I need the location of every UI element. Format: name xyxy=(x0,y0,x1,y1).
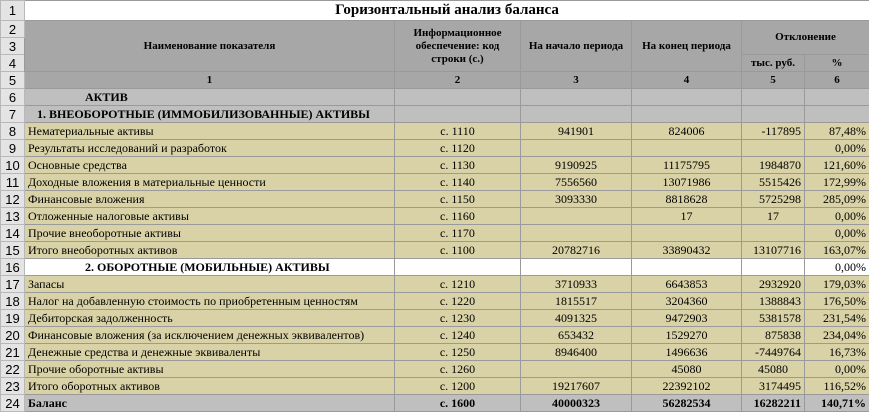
row-header-20[interactable]: 20 xyxy=(1,327,25,344)
col-number-1[interactable]: 1 xyxy=(25,72,395,89)
table-row xyxy=(1,378,869,395)
cell-dev[interactable]: 1388843 xyxy=(742,293,805,310)
cell-pct[interactable]: 179,03% xyxy=(805,276,869,293)
cell-start[interactable]: 3710933 xyxy=(521,276,632,293)
cell-dev[interactable]: -7449764 xyxy=(742,344,805,361)
cell-dev[interactable]: 13107716 xyxy=(742,242,805,259)
cell-code[interactable]: с. 1120 xyxy=(395,140,521,157)
cell-end[interactable]: 17 xyxy=(632,208,742,225)
cell-start[interactable]: 19217607 xyxy=(521,378,632,395)
cell-end[interactable]: 13071986 xyxy=(632,174,742,191)
cell-end[interactable]: 8818628 xyxy=(632,191,742,208)
cell-code[interactable]: с. 1200 xyxy=(395,378,521,395)
cell[interactable] xyxy=(742,89,805,106)
cell-end[interactable] xyxy=(632,225,742,242)
cell-name[interactable]: Отложенные налоговые активы xyxy=(25,208,395,225)
cell-code[interactable]: с. 1160 xyxy=(395,208,521,225)
cell-start[interactable]: 9190925 xyxy=(521,157,632,174)
cell-pct[interactable]: 163,07% xyxy=(805,242,869,259)
cell-end[interactable]: 824006 xyxy=(632,123,742,140)
row-header-5[interactable]: 5 xyxy=(1,72,25,89)
cell-name[interactable]: Финансовые вложения (за исключением денежных эквивалентов) xyxy=(25,327,395,344)
cell-code[interactable]: с. 1110 xyxy=(395,123,521,140)
cell[interactable] xyxy=(632,259,742,276)
cell-name[interactable]: Прочие внеоборотные активы xyxy=(25,225,395,242)
cell-dev[interactable]: 2932920 xyxy=(742,276,805,293)
header-start[interactable]: На начало периода xyxy=(521,21,632,72)
cell-pct[interactable]: 87,48% xyxy=(805,123,869,140)
cell-pct[interactable]: 0,00% xyxy=(805,225,869,242)
row-header-24[interactable]: 24 xyxy=(1,395,25,412)
cell[interactable] xyxy=(805,89,869,106)
header-end[interactable]: На конец периода xyxy=(632,21,742,72)
row-header-19[interactable]: 19 xyxy=(1,310,25,327)
cell-start[interactable]: 7556560 xyxy=(521,174,632,191)
row-header-7[interactable]: 7 xyxy=(1,106,25,123)
cell-dev[interactable]: 1984870 xyxy=(742,157,805,174)
sheet-title[interactable]: Горизонтальный анализ баланса xyxy=(25,1,869,21)
table-row xyxy=(1,327,869,344)
cell-end[interactable]: 1529270 xyxy=(632,327,742,344)
cell-end[interactable]: 6643853 xyxy=(632,276,742,293)
header-deviation[interactable]: Отклонение xyxy=(742,21,869,55)
cell-start[interactable]: 40000323 xyxy=(521,395,632,412)
row-header-8[interactable]: 8 xyxy=(1,123,25,140)
cell-pct[interactable]: 0,00% xyxy=(805,259,869,276)
cell-pct[interactable]: 176,50% xyxy=(805,293,869,310)
row-header-4[interactable]: 4 xyxy=(1,55,25,72)
cell-pct[interactable]: 231,54% xyxy=(805,310,869,327)
cell-dev[interactable]: 5381578 xyxy=(742,310,805,327)
table-row xyxy=(1,157,869,174)
cell-pct[interactable]: 121,60% xyxy=(805,157,869,174)
cell[interactable] xyxy=(742,259,805,276)
header-name[interactable]: Наименование показателя xyxy=(25,21,395,72)
table-row xyxy=(1,208,869,225)
cell[interactable] xyxy=(521,106,632,123)
cell-name[interactable]: Баланс xyxy=(25,395,395,412)
cell-name[interactable]: Запасы xyxy=(25,276,395,293)
row-header-13[interactable]: 13 xyxy=(1,208,25,225)
cell-dev[interactable]: -117895 xyxy=(742,123,805,140)
table-row xyxy=(1,293,869,310)
table-row xyxy=(1,174,869,191)
cell-dev[interactable]: 17 xyxy=(742,208,805,225)
row-header-21[interactable]: 21 xyxy=(1,344,25,361)
col-number-4[interactable]: 4 xyxy=(632,72,742,89)
row-header-22[interactable]: 22 xyxy=(1,361,25,378)
col-number-2[interactable]: 2 xyxy=(395,72,521,89)
cell-start[interactable]: 4091325 xyxy=(521,310,632,327)
cell-end[interactable]: 45080 xyxy=(632,361,742,378)
header-code[interactable]: Информационное обеспечение: код строки (с.) xyxy=(395,21,521,72)
cell-start[interactable] xyxy=(521,225,632,242)
cell-dev[interactable]: 5725298 xyxy=(742,191,805,208)
cell-code[interactable]: с. 1130 xyxy=(395,157,521,174)
cell-name[interactable]: Результаты исследований и разработок xyxy=(25,140,395,157)
row-header-14[interactable]: 14 xyxy=(1,225,25,242)
table-row xyxy=(1,225,869,242)
cell-pct[interactable]: 0,00% xyxy=(805,361,869,378)
row-header-17[interactable]: 17 xyxy=(1,276,25,293)
row-header-6[interactable]: 6 xyxy=(1,89,25,106)
table-row-balance xyxy=(1,395,869,412)
table-row xyxy=(1,123,869,140)
cell-dev[interactable]: 16282211 xyxy=(742,395,805,412)
table-row xyxy=(1,310,869,327)
cell-end[interactable] xyxy=(632,140,742,157)
cell-start[interactable]: 3093330 xyxy=(521,191,632,208)
row-header-1[interactable]: 1 xyxy=(1,1,25,21)
table-row xyxy=(1,191,869,208)
cell-code[interactable]: с. 1100 xyxy=(395,242,521,259)
cell-pct[interactable]: 234,04% xyxy=(805,327,869,344)
cell-name[interactable]: Основные средства xyxy=(25,157,395,174)
cell[interactable] xyxy=(632,106,742,123)
table-row xyxy=(1,361,869,378)
cell-end[interactable]: 22392102 xyxy=(632,378,742,395)
row-header-10[interactable]: 10 xyxy=(1,157,25,174)
cell-name[interactable]: Налог на добавленную стоимость по приобретенным ценностям xyxy=(25,293,395,310)
cell-end[interactable]: 9472903 xyxy=(632,310,742,327)
cell[interactable] xyxy=(742,106,805,123)
row-header-23[interactable]: 23 xyxy=(1,378,25,395)
cell[interactable] xyxy=(521,259,632,276)
cell-end[interactable]: 3204360 xyxy=(632,293,742,310)
cell-code[interactable]: с. 1150 xyxy=(395,191,521,208)
row-header-2[interactable]: 2 xyxy=(1,21,25,38)
cell-name[interactable]: Итого внеоборотных активов xyxy=(25,242,395,259)
cell-end[interactable]: 11175795 xyxy=(632,157,742,174)
col-number-5[interactable]: 5 xyxy=(742,72,805,89)
cell-dev[interactable] xyxy=(742,140,805,157)
cell-end[interactable]: 33890432 xyxy=(632,242,742,259)
cell-dev[interactable] xyxy=(742,225,805,242)
cell-pct[interactable]: 0,00% xyxy=(805,140,869,157)
cell-start[interactable] xyxy=(521,208,632,225)
row-header-12[interactable]: 12 xyxy=(1,191,25,208)
cell-name[interactable]: Финансовые вложения xyxy=(25,191,395,208)
cell-start[interactable] xyxy=(521,140,632,157)
col-number-6[interactable]: 6 xyxy=(805,72,869,89)
cell-start[interactable]: 653432 xyxy=(521,327,632,344)
section-2-label[interactable]: 2. ОБОРОТНЫЕ (МОБИЛЬНЫЕ) АКТИВЫ xyxy=(25,259,395,276)
col-number-3[interactable]: 3 xyxy=(521,72,632,89)
cell-dev[interactable]: 875838 xyxy=(742,327,805,344)
table-row xyxy=(1,242,869,259)
cell-start[interactable]: 941901 xyxy=(521,123,632,140)
cell-name[interactable]: Денежные средства и денежные эквиваленты xyxy=(25,344,395,361)
cell-end[interactable]: 56282534 xyxy=(632,395,742,412)
row-header-11[interactable]: 11 xyxy=(1,174,25,191)
cell-code[interactable]: с. 1250 xyxy=(395,344,521,361)
cell-code[interactable]: с. 1140 xyxy=(395,174,521,191)
cell[interactable] xyxy=(805,106,869,123)
table-row xyxy=(1,140,869,157)
cell-pct[interactable]: 285,09% xyxy=(805,191,869,208)
cell-start[interactable]: 8946400 xyxy=(521,344,632,361)
cell-name[interactable]: Прочие оборотные активы xyxy=(25,361,395,378)
cell-start[interactable]: 20782716 xyxy=(521,242,632,259)
table-row xyxy=(1,276,869,293)
section-asset-label[interactable]: АКТИВ xyxy=(25,89,395,106)
row-header-9[interactable]: 9 xyxy=(1,140,25,157)
cell-pct[interactable]: 140,71% xyxy=(805,395,869,412)
cell-start[interactable] xyxy=(521,361,632,378)
section-1-label[interactable]: 1. ВНЕОБОРОТНЫЕ (ИММОБИЛИЗОВАННЫЕ) АКТИВЫ xyxy=(25,106,395,123)
row-header-3[interactable]: 3 xyxy=(1,38,25,55)
cell-code[interactable]: с. 1600 xyxy=(395,395,521,412)
cell-dev[interactable]: 5515426 xyxy=(742,174,805,191)
cell-code[interactable]: с. 1230 xyxy=(395,310,521,327)
cell-dev[interactable]: 45080 xyxy=(742,361,805,378)
cell-code[interactable]: с. 1260 xyxy=(395,361,521,378)
cell-code[interactable]: с. 1210 xyxy=(395,276,521,293)
cell-dev[interactable]: 3174495 xyxy=(742,378,805,395)
cell-pct[interactable]: 0,00% xyxy=(805,208,869,225)
cell[interactable] xyxy=(395,106,521,123)
row-header-16[interactable]: 16 xyxy=(1,259,25,276)
cell-start[interactable]: 1815517 xyxy=(521,293,632,310)
cell-name[interactable]: Итого оборотных активов xyxy=(25,378,395,395)
cell[interactable] xyxy=(632,89,742,106)
cell-name[interactable]: Дебиторская задолженность xyxy=(25,310,395,327)
cell[interactable] xyxy=(395,259,521,276)
cell-code[interactable]: с. 1170 xyxy=(395,225,521,242)
header-dev-abs[interactable]: тыс. руб. xyxy=(742,55,805,72)
cell-code[interactable]: с. 1240 xyxy=(395,327,521,344)
cell-name[interactable]: Доходные вложения в материальные ценности xyxy=(25,174,395,191)
cell-pct[interactable]: 116,52% xyxy=(805,378,869,395)
cell[interactable] xyxy=(395,89,521,106)
cell-pct[interactable]: 172,99% xyxy=(805,174,869,191)
row-header-18[interactable]: 18 xyxy=(1,293,25,310)
cell-name[interactable]: Нематериальные активы xyxy=(25,123,395,140)
cell-end[interactable]: 1496636 xyxy=(632,344,742,361)
cell[interactable] xyxy=(521,89,632,106)
row-header-15[interactable]: 15 xyxy=(1,242,25,259)
cell-code[interactable]: с. 1220 xyxy=(395,293,521,310)
table-row xyxy=(1,344,869,361)
header-dev-pct[interactable]: % xyxy=(805,55,869,72)
cell-pct[interactable]: 16,73% xyxy=(805,344,869,361)
